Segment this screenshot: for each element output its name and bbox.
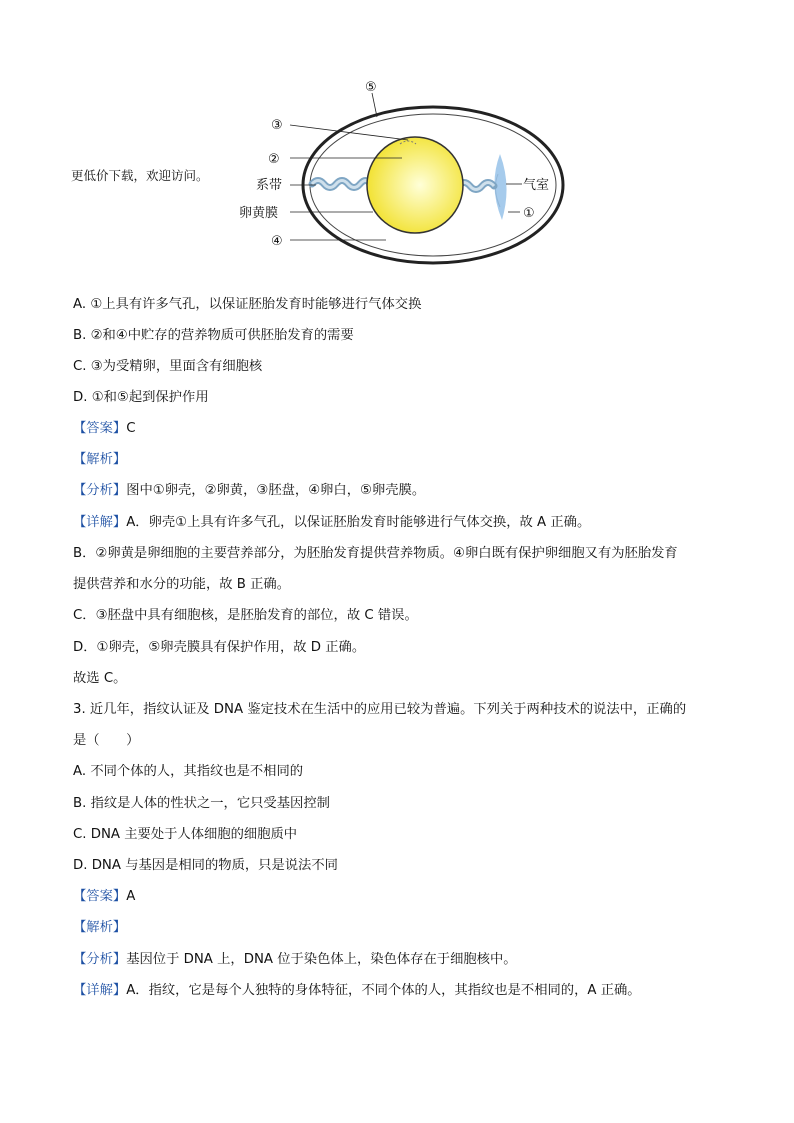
- q2-conclusion: 故选 C。: [73, 671, 127, 686]
- egg-structure-diagram: [239, 74, 570, 270]
- q2-option-d: D. ①和⑤起到保护作用: [73, 390, 209, 405]
- q3-option-d: D. DNA 与基因是相同的物质，只是说法不同: [73, 858, 338, 873]
- label-air-cell: 气室: [523, 178, 550, 193]
- q3-xiangjie: 【详解】A．指纹，它是每个人独特的身体特征，不同个体的人，其指纹也是不相同的，A 正确。: [73, 983, 641, 998]
- q3-option-b: B. 指纹是人体的性状之一，它只受基因控制: [73, 796, 330, 811]
- q2-xiangjie-a: 【详解】A．卵壳①上具有许多气孔，以保证胚胎发育时能够进行气体交换，故 A 正确。: [73, 515, 591, 530]
- watermark-text: 更低价下载，欢迎访问。: [71, 168, 209, 183]
- q2-xiangjie-b1: B．②卵黄是卵细胞的主要营养部分，为胚胎发育提供营养物质。④卵白既有保护卵细胞又有为胚胎发育: [73, 546, 678, 561]
- label-2: ②: [268, 152, 280, 167]
- q2-answer: [73, 420, 135, 438]
- q2-xiangjie-b2: 提供营养和水分的功能，故 B 正确。: [73, 577, 291, 592]
- label-4: ④: [271, 234, 283, 249]
- q3-option-a: A. 不同个体的人，其指纹也是不相同的: [73, 764, 304, 779]
- label-vitelline-membrane: 卵黄膜: [239, 206, 279, 221]
- q2-fenxi: 【分析】图中①卵壳，②卵黄，③胚盘，④卵白，⑤卵壳膜。: [73, 483, 426, 498]
- label-1: ①: [523, 206, 535, 221]
- q3-option-c: C. DNA 主要处于人体细胞的细胞质中: [73, 827, 298, 842]
- q2-xiangjie-c: C．③胚盘中具有细胞核，是胚胎发育的部位，故 C 错误。: [73, 608, 418, 623]
- q3-stem-line2: 是（ ）: [73, 733, 140, 748]
- q3-analysis-tag: 【解析】: [73, 920, 127, 935]
- label-chalaza: 系带: [256, 178, 283, 193]
- answer-tag: 【答案】: [73, 421, 127, 436]
- label-3: ③: [271, 118, 283, 133]
- q2-option-b: B. ②和④中贮存的营养物质可供胚胎发育的需要: [73, 328, 354, 343]
- yolk: [367, 137, 463, 233]
- q3-stem-line1: 3. 近几年，指纹认证及 DNA 鉴定技术在生活中的应用已较为普遍。下列关于两种技术的说法中，正确的: [73, 702, 687, 717]
- q2-xiangjie-d: D．①卵壳，⑤卵壳膜具有保护作用，故 D 正确。: [73, 640, 366, 655]
- answer-value: C: [126, 421, 136, 436]
- q2-option-a: A. ①上具有许多气孔，以保证胚胎发育时能够进行气体交换: [73, 297, 422, 312]
- q2-option-c: C. ③为受精卵，里面含有细胞核: [73, 359, 263, 374]
- q3-fenxi: 【分析】基因位于 DNA 上，DNA 位于染色体上，染色体存在于细胞核中。: [73, 952, 517, 967]
- label-5: ⑤: [365, 80, 377, 95]
- q2-analysis-tag: 【解析】: [73, 452, 127, 467]
- q3-answer: 【答案】A: [73, 889, 136, 904]
